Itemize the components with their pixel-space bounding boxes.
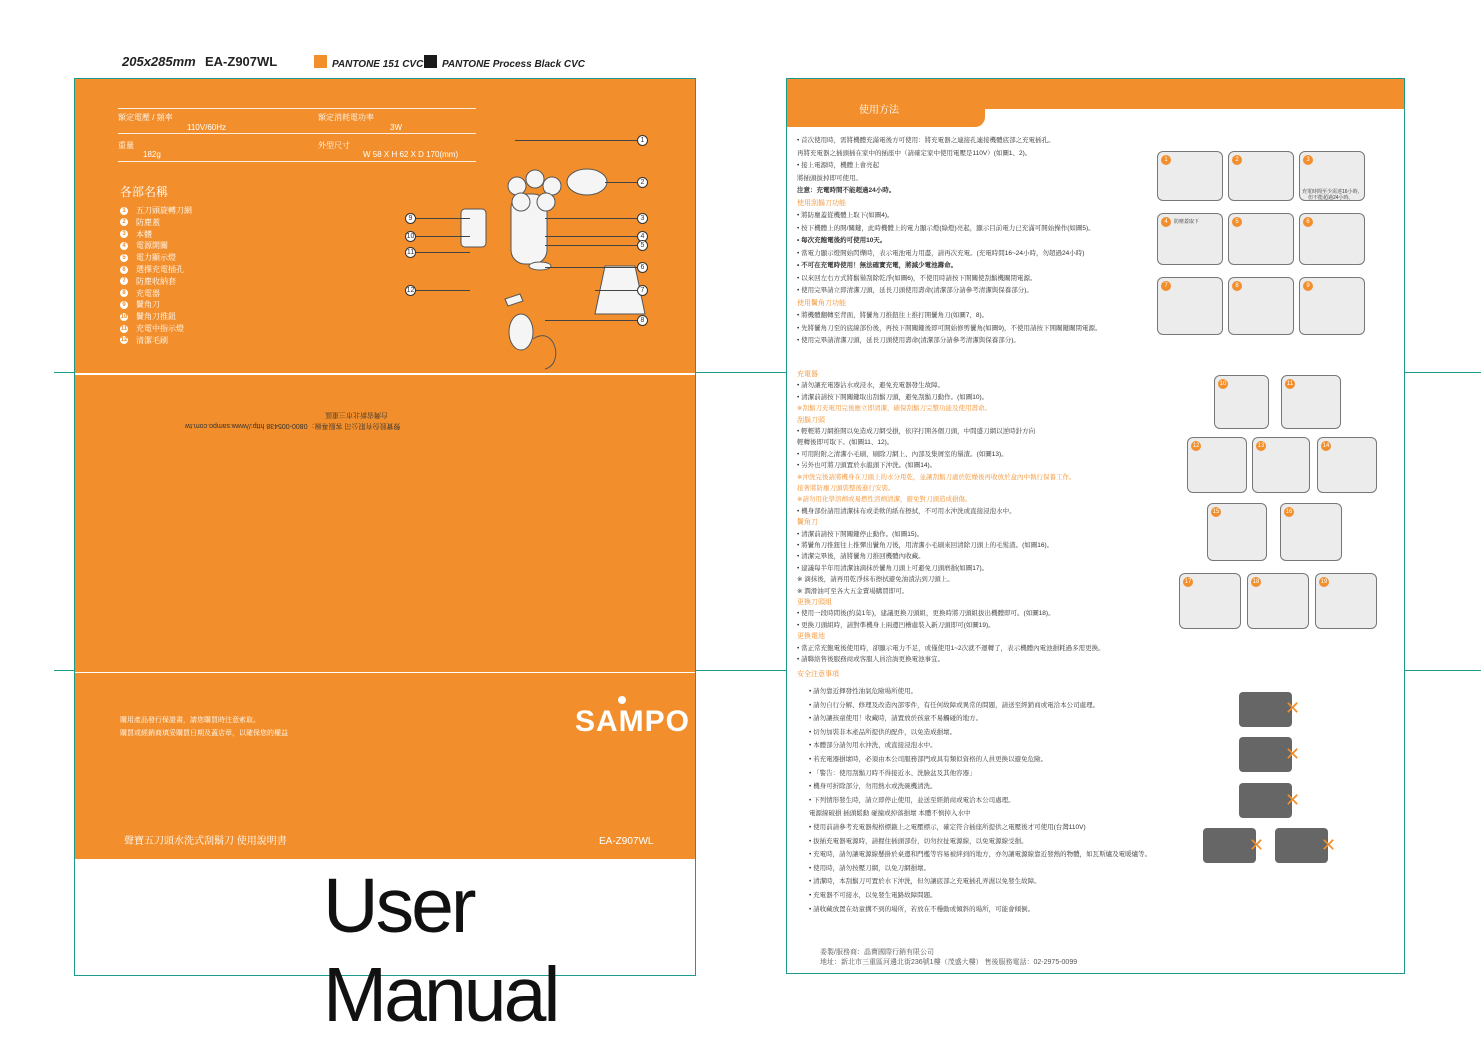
safety-line: • 請勿自行分解、修理及改造內部零件，有任何故障或異常的問題，請送至經銷商或電洽本公司處理。 bbox=[809, 701, 1100, 709]
instruction-line: ※請勿用化學溶劑或易燃性溶劑清潔，避免對刀頭造成損傷。 bbox=[797, 496, 972, 504]
part-label: 本體 bbox=[136, 229, 152, 239]
figure-caption: 充電時間至少需達16小時, bbox=[1302, 189, 1359, 195]
instruction-line: 接著將防塵刀頭裝整後進行安裝。 bbox=[797, 485, 895, 492]
sampo-logo: SAMPO bbox=[575, 705, 691, 738]
back-contact-line1: 聲寶股份有限公司 客服專線：0800-005438 http://www.sampo.com.tw bbox=[185, 422, 401, 429]
callout-number: 9 bbox=[405, 213, 416, 224]
part-label: 防塵蓋 bbox=[136, 217, 160, 227]
instruction-line: • 清潔前請按下開關鍵取出刮鬍刀頭，避免刮鬍刀動作。(如圖10)。 bbox=[797, 393, 989, 401]
figure-number: 6 bbox=[1303, 217, 1313, 227]
instruction-line: • 當正常充飽電後使用時，卻顯示電力不足，或僅使用1~2次就不運轉了，表示機體內電池損耗過多需更換。 bbox=[797, 644, 1105, 652]
part-item bbox=[120, 288, 160, 299]
instruction-line: 再將充電器之插頭插在家中的插座中（請確定家中使用電壓是110V）(如圖1、2)。 bbox=[797, 149, 1032, 157]
callout-number: 10 bbox=[406, 233, 415, 240]
callout-leader bbox=[410, 290, 470, 291]
figure-number: 17 bbox=[1184, 579, 1192, 585]
instructions-page bbox=[786, 78, 1405, 974]
callout-leader bbox=[410, 252, 470, 253]
part-label: 電源開關 bbox=[136, 241, 168, 251]
print-model: EA-Z907WL bbox=[205, 54, 278, 69]
instruction-line: ※刮鬍刀充電用完後應立即清潔，確保刮鬍刀完整功能及使用壽命。 bbox=[797, 405, 991, 413]
figure-3 bbox=[1299, 151, 1365, 201]
spec-size-label: 外型尺寸 bbox=[318, 141, 350, 150]
part-label: 充電器 bbox=[136, 288, 160, 298]
figure-16 bbox=[1280, 503, 1342, 561]
safety-line: • 本體部分請勿用水沖洗，或直接浸泡水中。 bbox=[809, 742, 937, 750]
instruction-line: • 使用完畢請立即清潔刀頭，延長刀頭使用壽命(清潔部分請參考清潔與保養部分)。 bbox=[797, 287, 1033, 294]
safety-line: • 使用時，請勿按壓刀網，以免刀網損壞。 bbox=[809, 864, 931, 872]
safety-line: • 若充電器損壞時，必須由本公司服務部門或具有類似資格的人員更換以避免危險。 bbox=[809, 756, 1048, 763]
callout-leader bbox=[545, 236, 642, 237]
model-tab: EA-Z907WL bbox=[591, 831, 661, 853]
spec-voltage-label: 額定電壓 / 頻率 bbox=[118, 113, 173, 122]
figure-15 bbox=[1207, 503, 1267, 561]
figure-9 bbox=[1299, 277, 1365, 335]
safety-line: • 下列情形發生時，請立即停止使用，並送至經銷商或電洽本公司處理。 bbox=[809, 796, 1015, 804]
part-item bbox=[120, 240, 168, 251]
part-number: 1 bbox=[120, 207, 128, 215]
instruction-line: • 請聯絡售後服務商或客服人員洽詢更換電池事宜。 bbox=[797, 656, 945, 663]
instruction-line: • 可用附附之清潔小毛刷，刷除刀網上、內部及集屑室的鬚渣。(如圖13)。 bbox=[797, 450, 1008, 458]
callout-leader bbox=[410, 218, 470, 219]
part-label: 鬢角刀 bbox=[136, 300, 160, 310]
instruction-line: • 清潔前請按下開關鍵停止動作。(如圖15)。 bbox=[797, 530, 924, 538]
back-contact-line2: 台灣省新北市三重區 bbox=[325, 411, 388, 418]
instruction-line: • 更換刀頭組時，請對準機身上兩邊凹槽處裝入新刀頭即可(如圖19)。 bbox=[797, 621, 995, 629]
figure-6 bbox=[1299, 213, 1365, 265]
figure-12 bbox=[1187, 437, 1247, 493]
instruction-line: ※ 滴抹後，請再用乾淨抹布擦拭避免油漬沾到刀頭上。 bbox=[797, 576, 954, 584]
part-number: 12 bbox=[120, 337, 128, 344]
part-item bbox=[120, 299, 160, 310]
figure-19 bbox=[1315, 573, 1377, 629]
safety-line: • 充電器不可接水，以免發生電路故障問題。 bbox=[809, 892, 937, 899]
callout-number: 2 bbox=[637, 177, 648, 188]
instruction-line: • 建議每半年用清潔油滴抹於鬢角刀頭上可避免刀頭磨損(如圖17)。 bbox=[797, 564, 989, 572]
figure-number: 2 bbox=[1232, 155, 1242, 165]
instruction-line: ※沖洗完後請將機身在刀頭上的水分甩乾，並讓刮鬍刀處於乾燥後再收放於盒內中執行保養工作。 bbox=[797, 473, 1076, 481]
prohibited-x-icon: ✕ bbox=[1285, 698, 1301, 718]
figure-11 bbox=[1281, 375, 1341, 429]
figure-caption: 但不能超過24小時。 bbox=[1308, 195, 1354, 201]
manual-title-tab: 聲寶五刀頭水洗式刮鬍刀 使用說明書 bbox=[116, 831, 295, 853]
section-heading: 使用鬢角刀功能 bbox=[797, 299, 846, 307]
callout-number: 12 bbox=[406, 287, 415, 294]
print-size: 205x285mm bbox=[122, 54, 196, 69]
callout-leader bbox=[545, 245, 642, 246]
notice-line1: 購用產品發行保證書，請您購買時注意索取。 bbox=[120, 717, 260, 724]
safety-line: • 請收藏放置在幼童搆不到的場所，若放在不穩動或傾斜的場所，可能會傾倒。 bbox=[809, 905, 1035, 913]
callout-leader bbox=[545, 320, 642, 321]
figure-number: 19 bbox=[1320, 579, 1328, 585]
part-number: 4 bbox=[120, 242, 128, 250]
part-number: 8 bbox=[120, 289, 128, 297]
instruction-line: ※ 潤滑油可至各大五金賣場購買即可。 bbox=[797, 587, 909, 595]
part-item bbox=[120, 252, 176, 263]
figure-caption: 防塵蓋取下 bbox=[1174, 219, 1200, 225]
instruction-line: • 接上電源時，機體上會亮起 bbox=[797, 162, 880, 169]
part-number: 9 bbox=[120, 301, 128, 309]
cover-page bbox=[74, 78, 696, 1038]
shaver-illustration bbox=[405, 134, 695, 374]
safety-line: • 使用前請參考充電器規格標籤上之電壓標示，確定符合插座所提供之電壓後才可使用(台灣110V) bbox=[809, 824, 1086, 831]
callout-number: 3 bbox=[637, 213, 648, 224]
instruction-line: • 機身部份請用清潔抹布或柔軟的紙布擦拭，不可用水沖洗或直接浸泡水中。 bbox=[797, 507, 1016, 515]
spec-weight-value: 182g bbox=[143, 150, 161, 159]
notice-line2: 購買或經銷商填妥購買日期及蓋店章，以確保您的權益 bbox=[120, 730, 288, 737]
figure-number: 9 bbox=[1303, 281, 1313, 291]
prohibited-x-icon: ✕ bbox=[1249, 835, 1265, 855]
figure-number: 1 bbox=[1161, 155, 1171, 165]
part-label: 充電中指示燈 bbox=[136, 324, 184, 333]
instruction-line: • 清潔完畢後，請將鬢角刀推回機體內收藏。 bbox=[797, 553, 925, 561]
instruction-line: • 使用一段時間後(約莫1年)，建議更換刀頭組，更換時將刀頭組拔出機體即可。(如圖18)。 bbox=[797, 610, 1055, 618]
part-number: 2 bbox=[120, 218, 128, 226]
part-item bbox=[120, 335, 168, 346]
service-company: 委製/服務商：晶寶國際行銷有限公司 bbox=[820, 949, 934, 956]
safety-title: 安全注意事項 bbox=[797, 671, 839, 678]
part-label: 電力顯示燈 bbox=[136, 253, 176, 263]
figure-number: 18 bbox=[1252, 579, 1260, 585]
callout-number: 4 bbox=[637, 231, 648, 242]
safety-line: • 機身可折除部分，勿用熱水或洗碗機清洗。 bbox=[809, 783, 937, 791]
instruction-line: • 將鬢角刀推鈕往上推彈出鬢角刀後，用清潔小毛刷來回清除刀頭上的毛髮渣。(如圖16)。 bbox=[797, 542, 1054, 549]
instruction-line: • 每次充飽電後約可使用10天。 bbox=[797, 237, 887, 244]
safety-line: • 請勿靠近揮發性油氣危險場所使用。 bbox=[809, 688, 918, 695]
callout-number: 7 bbox=[637, 285, 648, 296]
figure-number: 10 bbox=[1219, 381, 1227, 387]
part-number: 3 bbox=[120, 230, 128, 238]
part-item bbox=[120, 264, 184, 275]
callout-number: 8 bbox=[637, 315, 648, 326]
part-item bbox=[120, 229, 152, 240]
spec-weight-label: 重量 bbox=[118, 141, 134, 150]
figure-number: 11 bbox=[1286, 381, 1294, 387]
safety-line: 電源線破損 插頭鬆動 碰撞或掉落損壞 本體不慎掉入水中 bbox=[809, 810, 971, 818]
part-number: 7 bbox=[120, 277, 128, 285]
figure-number: 14 bbox=[1322, 443, 1330, 449]
spec-size-value: W 58 X H 62 X D 170(mm) bbox=[363, 150, 459, 159]
section-heading: 更換刀頭組 bbox=[797, 599, 832, 606]
figure-13 bbox=[1252, 437, 1310, 493]
figure-5 bbox=[1228, 213, 1294, 265]
callout-number: 6 bbox=[637, 262, 648, 273]
instruction-line: • 不可在充電時使用！無法確實充電，將減少電池壽命。 bbox=[797, 262, 958, 269]
instruction-line: • 按下機體上的開/關鍵，此時機體上的電力顯示燈(綠燈)亮起，顯示目前電力已充滿可開始操作(如圖5)。 bbox=[797, 224, 1095, 232]
instruction-line: • 將機體翻轉至背面，將鬢角刀推鈕往上推打開鬢角刀(如圖7、8)。 bbox=[797, 312, 989, 319]
part-label: 鬢角刀推鈕 bbox=[136, 312, 176, 322]
instruction-line: • 將防塵蓋從機體上取下(如圖4)。 bbox=[797, 212, 894, 219]
spec-divider bbox=[118, 108, 476, 109]
section-heading: 使用刮鬍刀功能 bbox=[797, 199, 846, 207]
part-item bbox=[120, 217, 160, 228]
spec-power-value: 3W bbox=[390, 123, 402, 132]
figure-10 bbox=[1214, 375, 1269, 429]
instruction-line: 輕轉後即可取下。(如圖11、12)。 bbox=[797, 439, 894, 447]
figure-14 bbox=[1317, 437, 1377, 493]
back-panel bbox=[75, 375, 695, 672]
part-item bbox=[120, 323, 184, 334]
figure-number: 5 bbox=[1232, 217, 1242, 227]
pantone-151-swatch bbox=[314, 55, 327, 68]
callout-leader bbox=[515, 140, 642, 141]
pantone-151-label: PANTONE 151 CVC bbox=[332, 59, 424, 70]
specs-panel bbox=[75, 79, 695, 373]
sampo-logo-dot bbox=[618, 696, 626, 704]
section-heading: 刮鬍刀頭 bbox=[797, 416, 825, 424]
instruction-line: • 輕輕將刀網推開以免造成刀網受損，依序打開各個刀頭，中間盛刀網以逆時針方向 bbox=[797, 428, 1036, 435]
service-address: 地址：新北市三重區河邊北街236號1樓（茂盛大樓） 售後服務電話：02-2975-0099 bbox=[820, 959, 1078, 966]
figure-number: 13 bbox=[1257, 443, 1265, 449]
prohibited-x-icon: ✕ bbox=[1285, 790, 1301, 810]
prohibited-x-icon: ✕ bbox=[1285, 744, 1301, 764]
callout-number: 1 bbox=[637, 135, 648, 146]
part-number: 10 bbox=[120, 313, 128, 320]
figure-1 bbox=[1157, 151, 1223, 201]
figure-number: 8 bbox=[1232, 281, 1242, 291]
part-item bbox=[120, 205, 192, 216]
part-number: 11 bbox=[120, 325, 128, 332]
instruction-line: • 先將鬢角刀至的底線部份後，再按下開關鍵後即可開始修剪鬢角(如圖9)，不使用請按下開關鍵關閉電源。 bbox=[797, 324, 1102, 332]
figure-number: 15 bbox=[1212, 509, 1220, 515]
section-heading: 充電器 bbox=[797, 371, 818, 378]
callout-leader bbox=[595, 290, 642, 291]
safety-line: • 「警告：使用刮鬍刀時不得接近水、洗臉盆及其他容器」 bbox=[809, 769, 976, 777]
figure-4 bbox=[1157, 213, 1223, 265]
pantone-black-swatch bbox=[424, 55, 437, 68]
part-label: 清潔毛刷 bbox=[136, 335, 168, 345]
parts-title: 各部名稱 bbox=[120, 185, 169, 199]
section-title: 使用方法 bbox=[859, 105, 899, 116]
pantone-black-label: PANTONE Process Black CVC bbox=[442, 59, 586, 70]
figure-18 bbox=[1247, 573, 1309, 629]
safety-line: • 充電時，請勿讓電源線懸掛於桌邊和門檻等容易被絆到的地方，亦勿讓電源線靠近發熱的物體，如瓦斯爐及電暖爐等。 bbox=[809, 851, 1152, 859]
part-label: 防塵收納套 bbox=[136, 276, 176, 286]
figure-17 bbox=[1179, 573, 1241, 629]
callout-number: 11 bbox=[406, 249, 415, 256]
instruction-line: • 首次使用時，需將機體充滿電後方可使用：將充電器之連接孔連接機體底部之充電插孔。 bbox=[797, 137, 1055, 144]
instruction-line: • 使用完畢請清潔刀頭，延長刀頭使用壽命(清潔部分請參考清潔與保養部分)。 bbox=[797, 337, 1020, 344]
prohibited-x-icon: ✕ bbox=[1321, 835, 1337, 855]
spec-power-label: 額定消耗電功率 bbox=[318, 113, 374, 122]
part-label: 五刀頭旋轉刀網 bbox=[136, 206, 192, 215]
instruction-line: 將插頭拔掉即可使用。 bbox=[797, 174, 862, 182]
callout-number: 5 bbox=[637, 240, 648, 251]
callout-leader bbox=[545, 267, 642, 268]
callout-leader bbox=[545, 218, 642, 219]
part-number: 5 bbox=[120, 254, 128, 262]
instruction-line: • 以來回左右方式將鬍鬚刮除乾淨(如圖6)，不使用時請按下開關使刮鬍機關閉電源。 bbox=[797, 274, 1037, 282]
figure-number: 12 bbox=[1192, 443, 1200, 449]
safety-line: • 切勿加裝非本產品所提供的配件，以免造成損壞。 bbox=[809, 728, 957, 736]
instruction-line: • 當電力顯示燈開始閃爍時，表示電池電力用盡，請再次充電。(充電時間16~24小時，勿超過24小時) bbox=[797, 249, 1085, 257]
section-heading: 更換電池 bbox=[797, 633, 825, 641]
figure-number: 4 bbox=[1161, 217, 1171, 227]
figure-7 bbox=[1157, 277, 1223, 335]
figure-number: 3 bbox=[1303, 155, 1313, 165]
safety-line: • 請勿讓孩童使用！收藏時，請置放於孩童不易觸碰的地方。 bbox=[809, 715, 983, 723]
safety-line: • 拔插充電器電源時，請握住插頭部份，切勿拉扯電源線，以免電源線受損。 bbox=[809, 837, 1028, 845]
part-item bbox=[120, 311, 176, 322]
section-heading: 鬢角刀 bbox=[797, 519, 818, 527]
instruction-line: • 另外也可將刀頭置於水龍頭下沖洗。(如圖14)。 bbox=[797, 462, 937, 470]
part-number: 6 bbox=[120, 266, 128, 274]
instruction-line: 注意：充電時間不能超過24小時。 bbox=[797, 187, 896, 194]
figure-8 bbox=[1228, 277, 1294, 335]
part-label: 選擇充電插孔 bbox=[136, 265, 184, 274]
figure-2 bbox=[1228, 151, 1294, 201]
cover-title: User Manual bbox=[323, 863, 558, 1038]
figure-number: 16 bbox=[1285, 509, 1293, 515]
instruction-line: • 請勿讓充電器沾水或浸水，避免充電器發生故障。 bbox=[797, 382, 945, 390]
callout-leader bbox=[410, 236, 470, 237]
safety-line: • 清潔時，本刮鬍刀可置於水下沖洗，但勿讓底部之充電插孔弄濕以免發生故障。 bbox=[809, 878, 1041, 886]
figure-number: 7 bbox=[1161, 281, 1171, 291]
spec-voltage-value: 110V/60Hz bbox=[187, 123, 226, 132]
part-item bbox=[120, 276, 176, 287]
